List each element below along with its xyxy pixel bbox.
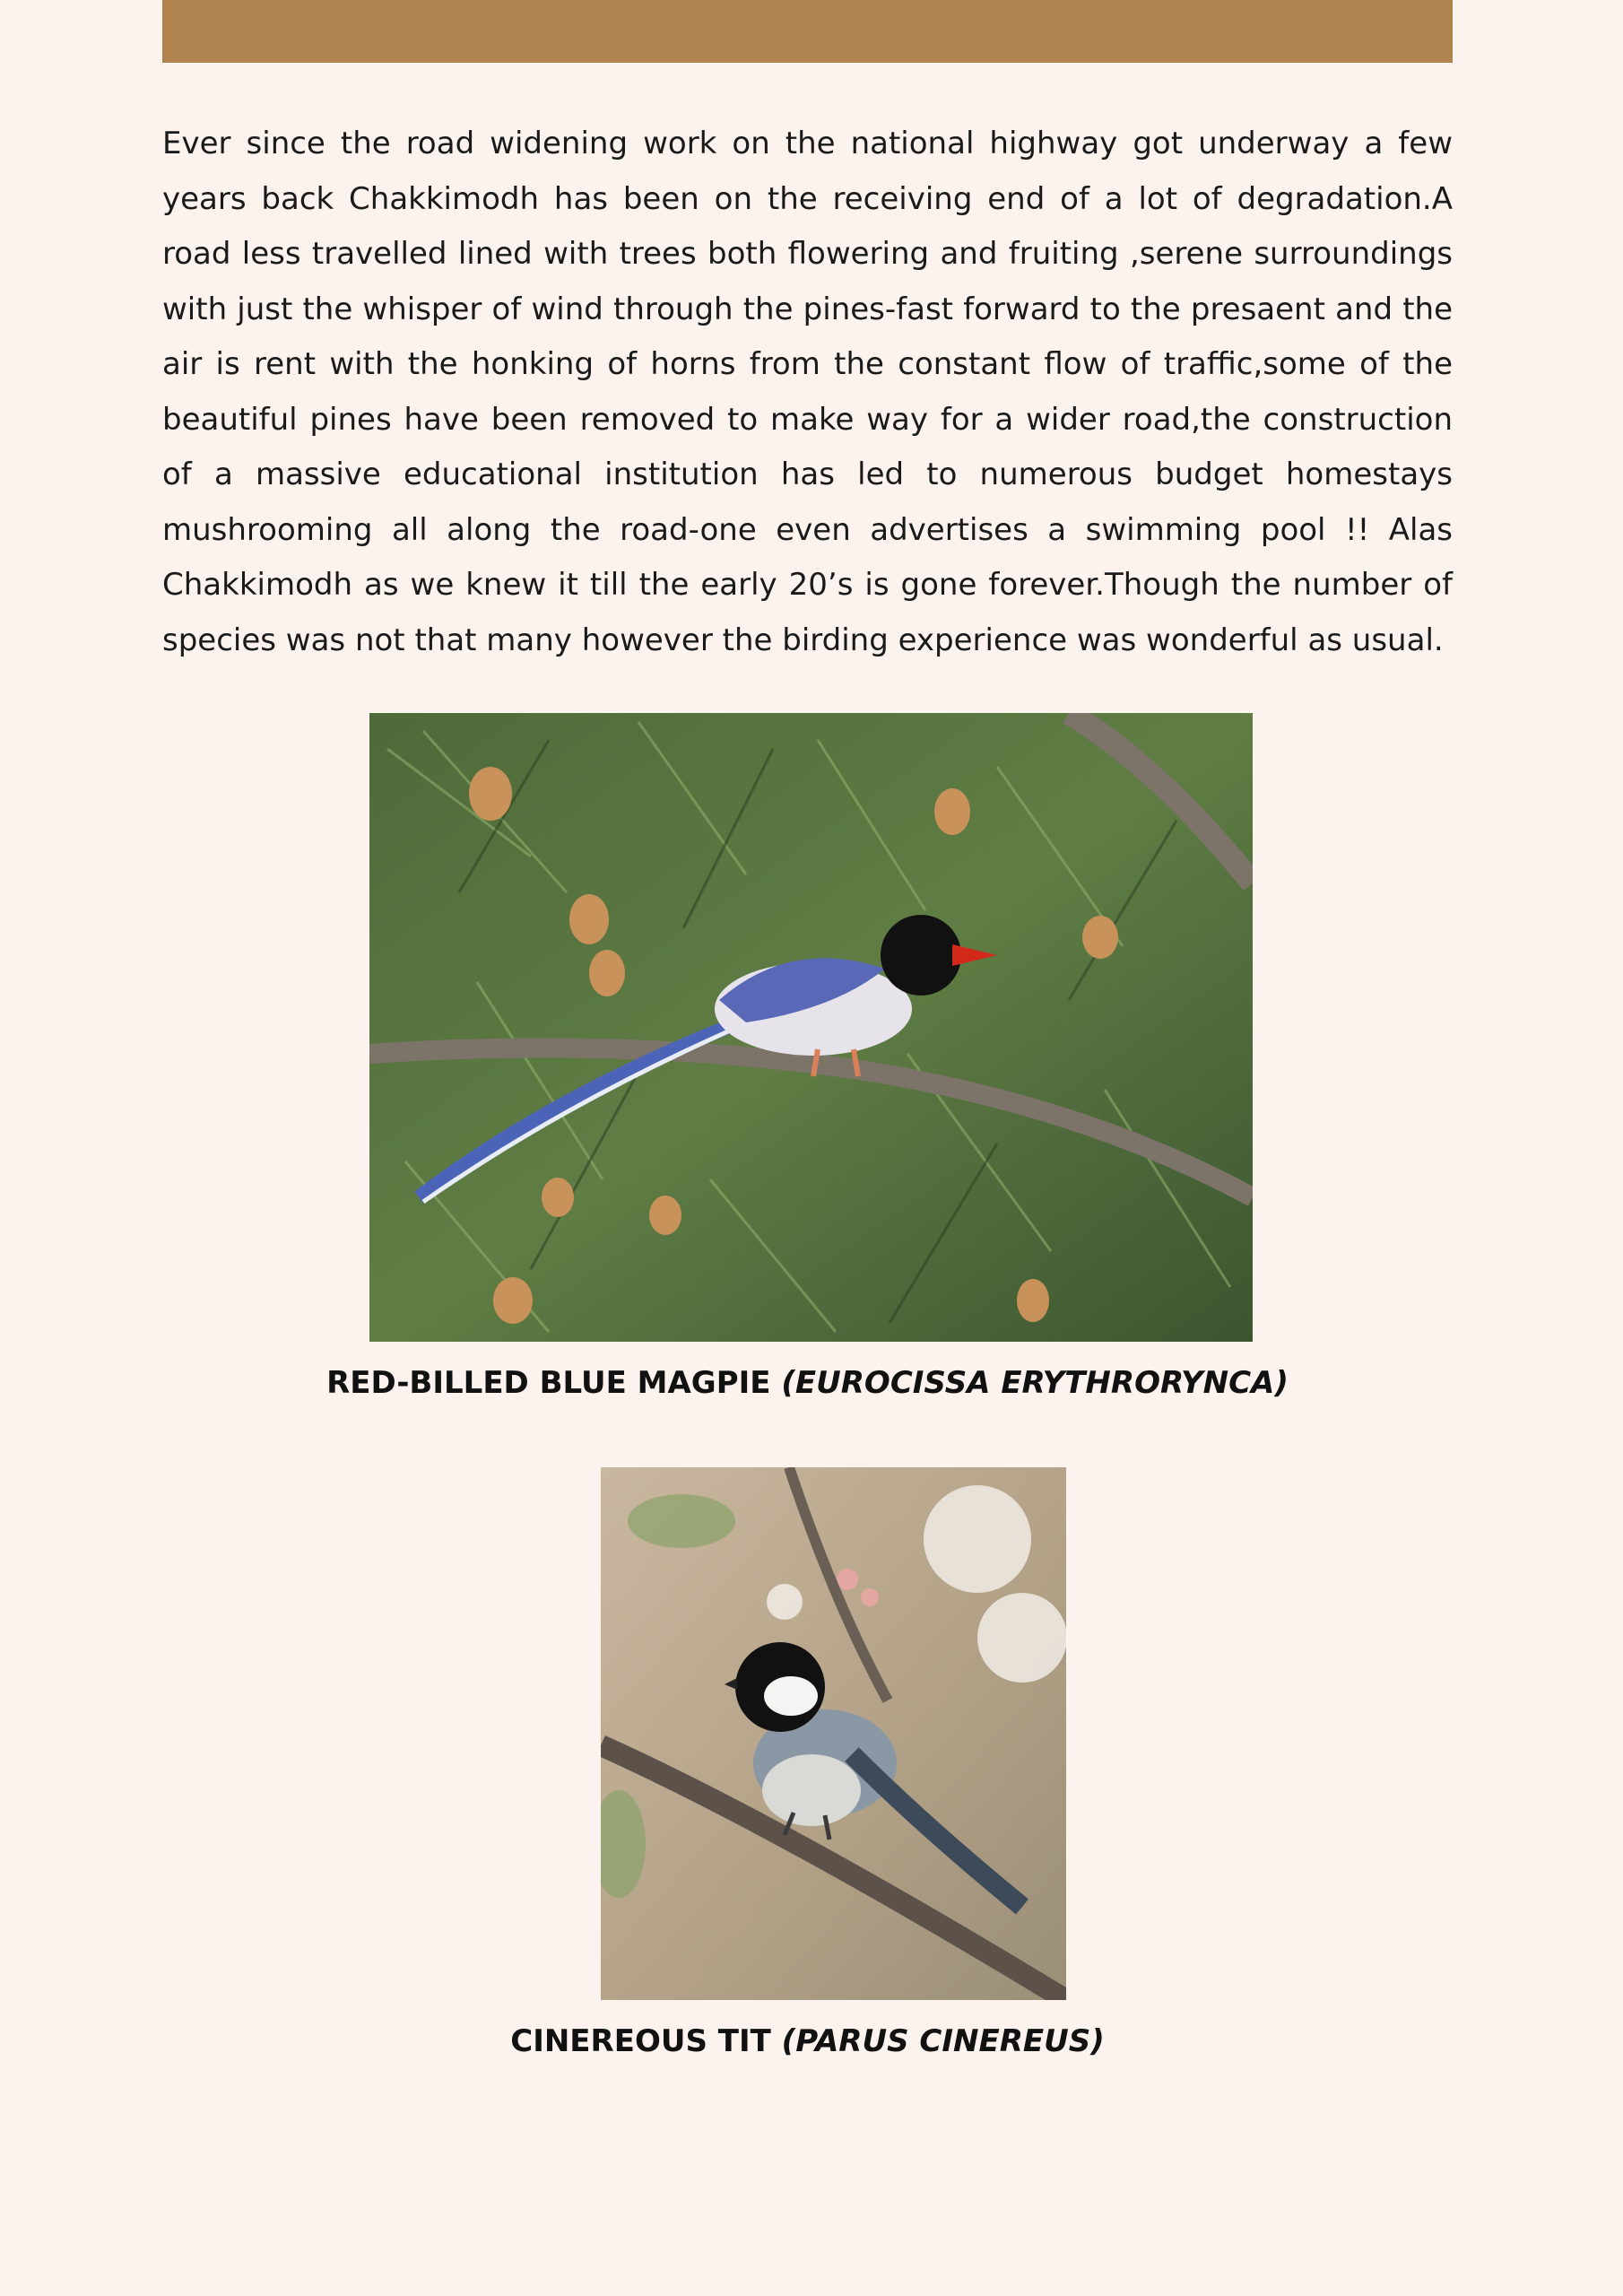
magpie-scientific-name: (EUROCISSA ERYTHRORYNCA) (781, 1365, 1289, 1401)
magpie-photo (369, 713, 1253, 1342)
header-band (162, 0, 1453, 63)
tit-photo (601, 1467, 1066, 2000)
tit-caption (162, 2023, 1453, 2059)
tit-common-name: CINEREOUS TIT (510, 2023, 771, 2059)
tit-scientific-name: (PARUS CINEREUS) (781, 2023, 1105, 2059)
magpie-common-name: RED-BILLED BLUE MAGPIE (326, 1365, 771, 1401)
article-paragraph: Ever since the road widening work on the national highway got underway a few years back Chakkimodh has been on the receiving end of a lot of degradation.A road less travelled lined with trees both flowering and fruiting ,serene surroundings with just the whisper of wind through the pines-fast forward to the presaent and the air is rent with the honking of horns from the constant flow of traffic,some of the beautiful pines have been removed to make way for a wider road,the construction of a massive educational institution has led to numerous budget homestays mushrooming all along the road-one even advertises a swimming pool !! Alas Chakkimodh as we knew it till the early 20’s is gone forever.Though the number of species was not that many however the birding experience was wonderful as usual. (162, 126, 1453, 658)
magpie-caption (162, 1365, 1453, 1401)
